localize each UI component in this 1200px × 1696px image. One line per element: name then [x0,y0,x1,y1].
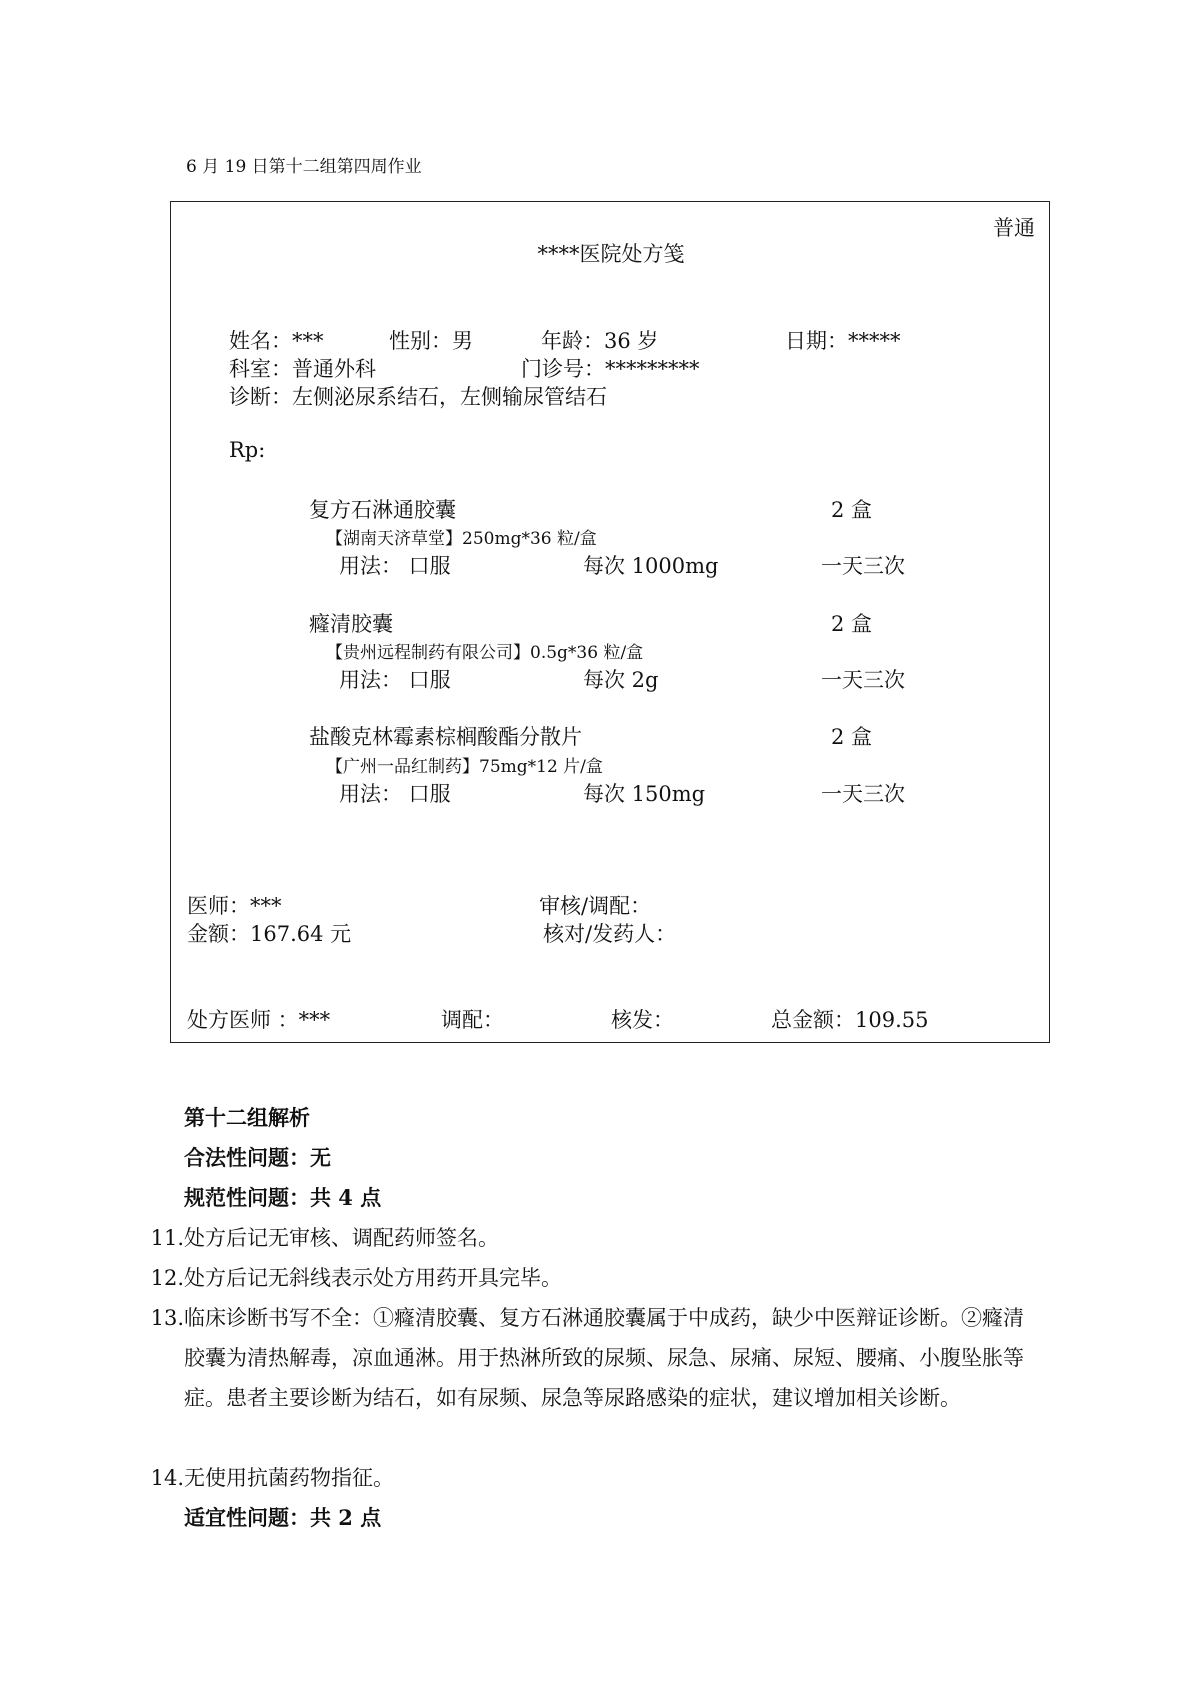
drug-spec: 【湖南天济草堂】250mg*36 粒/盒 [326,529,597,549]
list-text: 处方后记无审核、调配药师签名。 [184,1226,499,1250]
list-text: 无使用抗菌药物指征。 [184,1466,394,1490]
prescription-title: ****医院处方笺 [537,242,685,266]
standard-issues: 规范性问题：共 4 点 [184,1185,382,1210]
prescription-date: 日期：***** [785,329,901,353]
footer-verify: 核发： [611,1008,674,1032]
footer-dispense: 调配： [441,1008,504,1032]
drug-name: 盐酸克林霉素棕榈酸酯分散片 [309,725,582,749]
patient-department: 科室：普通外科 [229,357,376,381]
drug-spec: 【广州一品红制药】75mg*12 片/盒 [326,757,603,777]
patient-gender: 性别：男 [389,329,473,353]
suitability-issues: 适宜性问题：共 2 点 [184,1505,382,1530]
patient-name: 姓名：*** [229,329,324,353]
drug-dose: 每次 150mg [583,782,706,806]
check-field: 核对/发药人： [543,922,677,946]
rp-label: Rp: [229,438,266,462]
drug-name: 癃清胶囊 [309,612,393,636]
list-number: 12. [150,1266,184,1290]
list-text: 处方后记无斜线表示处方用药开具完毕。 [184,1266,562,1290]
drug-quantity: 2 盒 [831,612,873,636]
review-field: 审核/调配： [539,894,652,918]
drug-dose: 每次 2g [583,668,659,692]
list-number: 11. [150,1226,184,1250]
drug-spec: 【贵州远程制药有限公司】0.5g*36 粒/盒 [326,643,644,663]
analysis-heading: 第十二组解析 [184,1105,310,1130]
diagnosis: 诊断：左侧泌尿系结石，左侧输尿管结石 [229,385,607,409]
doctor-field: 医师：*** [187,894,282,918]
page-header: 6 月 19 日第十二组第四周作业 [186,157,422,177]
drug-usage: 用法： 口服 [339,782,451,806]
drug-frequency: 一天三次 [821,554,905,578]
drug-usage: 用法： 口服 [339,668,451,692]
drug-frequency: 一天三次 [821,668,905,692]
drug-usage: 用法： 口服 [339,554,451,578]
legality-issues: 合法性问题：无 [184,1145,331,1170]
amount-field: 金额：167.64 元 [187,922,352,946]
footer-total: 总金额：109.55 [771,1008,929,1032]
clinic-number: 门诊号：********* [521,357,700,381]
prescription-form [170,201,1050,1043]
drug-frequency: 一天三次 [821,782,905,806]
drug-name: 复方石淋通胶囊 [309,498,456,522]
list-number: 13. [150,1306,184,1330]
list-text: 临床诊断书写不全：①癃清胶囊、复方石淋通胶囊属于中成药，缺少中医辩证诊断。②癃清胶囊为清热解毒，凉血通淋。用于热淋所致的尿频、尿急、尿痛、尿短、腰痛、小腹坠胀等症。患者主要诊断为结石，如有尿频、尿急等尿路感染的症状，建议增加相关诊断。 [184,1306,1024,1410]
prescription-type-tag: 普通 [993,216,1035,240]
patient-age: 年龄：36 岁 [541,329,659,353]
drug-quantity: 2 盒 [831,498,873,522]
drug-quantity: 2 盒 [831,725,873,749]
list-number: 14. [150,1466,184,1490]
footer-rx-doctor: 处方医师 ：*** [187,1008,331,1032]
drug-dose: 每次 1000mg [583,554,719,578]
